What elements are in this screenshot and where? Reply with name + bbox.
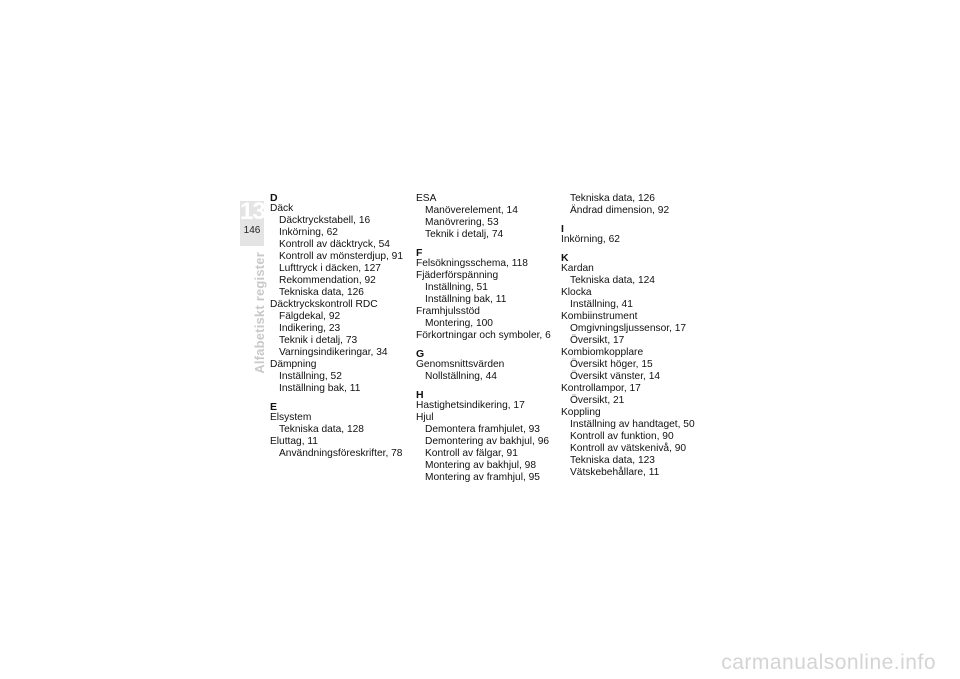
- index-subentry: Ändrad dimension, 92: [570, 205, 670, 216]
- index-subentry: Indikering, 23: [279, 323, 341, 334]
- chapter-number: 13: [240, 198, 265, 225]
- index-subentry: Teknik i detalj, 73: [279, 335, 358, 346]
- index-entry: Genomsnittsvärden: [416, 359, 505, 370]
- index-subentry: Teknik i detalj, 74: [425, 229, 504, 240]
- index-subentry: Tekniska data, 123: [570, 455, 655, 466]
- index-subentry: Vätskebehållare, 11: [570, 467, 660, 478]
- index-letter-heading: I: [561, 223, 564, 235]
- index-subentry: Inställning, 51: [425, 282, 488, 293]
- index-subentry: Tekniska data, 128: [279, 424, 364, 435]
- index-subentry: Nollställning, 44: [425, 371, 497, 382]
- index-subentry: Tekniska data, 126: [279, 287, 364, 298]
- index-subentry: Användningsföreskrifter, 78: [279, 448, 403, 459]
- index-entry: Hjul: [416, 412, 434, 423]
- index-entry: Däcktryckskontroll RDC: [270, 299, 378, 310]
- index-subentry: Varningsindikeringar, 34: [279, 347, 388, 358]
- index-entry: Felsökningsschema, 118: [416, 258, 528, 269]
- index-subentry: Inställning, 52: [279, 371, 342, 382]
- index-letter-group: [416, 390, 556, 484]
- index-entry: Inkörning, 62: [561, 234, 620, 245]
- index-subentry: Kontroll av fälgar, 91: [425, 448, 518, 459]
- index-entry: Hastighetsindikering, 17: [416, 400, 525, 411]
- index-entry: Framhjulsstöd: [416, 306, 480, 317]
- index-letter-heading: H: [416, 389, 424, 401]
- index-entry: Kontrollampor, 17: [561, 383, 641, 394]
- index-letter-group: [416, 193, 556, 241]
- index-subentry: Kontroll av däcktryck, 54: [279, 239, 390, 250]
- index-subentry: Översikt vänster, 14: [570, 371, 661, 382]
- index-subentry: Kontroll av vätskenivå, 90: [570, 443, 687, 454]
- index-entry: Kombiinstrument: [561, 311, 638, 322]
- index-letter-heading: K: [561, 252, 569, 264]
- watermark: carmanualsonline.info: [721, 651, 936, 674]
- index-subentry: Tekniska data, 126: [570, 193, 655, 204]
- page-number: 146: [243, 225, 261, 236]
- index-letter-group: [270, 193, 410, 395]
- index-subentry: Manövrering, 53: [425, 217, 499, 228]
- index-subentry: Rekommendation, 92: [279, 275, 376, 286]
- index-subentry: Inställning bak, 11: [425, 294, 507, 305]
- index-letter-group: [561, 193, 711, 217]
- index-subentry: Tekniska data, 124: [570, 275, 655, 286]
- index-letter-heading: G: [416, 348, 425, 360]
- index-subentry: Manöverelement, 14: [425, 205, 518, 216]
- index-subentry: Översikt höger, 15: [570, 359, 653, 370]
- index-subentry: Lufttryck i däcken, 127: [279, 263, 381, 274]
- index-subentry: Omgivningsljussensor, 17: [570, 323, 687, 334]
- index-subentry: Översikt, 21: [570, 395, 625, 406]
- index-subentry: Kontroll av funktion, 90: [570, 431, 674, 442]
- index-column-3: [561, 193, 711, 486]
- index-subentry: Inkörning, 62: [279, 227, 338, 238]
- index-subentry: Inställning av handtaget, 50: [570, 419, 695, 430]
- index-subentry: Fälgdekal, 92: [279, 311, 341, 322]
- index-letter-group: [416, 248, 556, 342]
- index-entry: Dämpning: [270, 359, 317, 370]
- index-letter-group: [561, 224, 711, 246]
- index-subentry: Kontroll av mönsterdjup, 91: [279, 251, 404, 262]
- index-entry: Förkortningar och symboler, 6: [416, 330, 551, 341]
- index-letter-group: [270, 402, 410, 460]
- index-entry: ESA: [416, 193, 437, 204]
- index-letter-heading: F: [416, 247, 423, 259]
- section-title: Alfabetiskt register: [252, 252, 267, 374]
- index-subentry: Inställning bak, 11: [279, 383, 361, 394]
- index-entry: Koppling: [561, 407, 601, 418]
- index-letter-group: [416, 349, 556, 383]
- index-entry: Kombiomkopplare: [561, 347, 644, 358]
- index-entry: Däck: [270, 203, 294, 214]
- index-entry: Fjäderförspänning: [416, 270, 499, 281]
- chapter-tab: [240, 198, 265, 246]
- index-column-2: [416, 193, 556, 491]
- index-column-1: [270, 193, 410, 467]
- index-subentry: Montering, 100: [425, 318, 493, 329]
- index-entry: Klocka: [561, 287, 592, 298]
- index-entry: Elsystem: [270, 412, 312, 423]
- index-entry: Kardan: [561, 263, 594, 274]
- index-subentry: Översikt, 17: [570, 335, 625, 346]
- index-subentry: Inställning, 41: [570, 299, 633, 310]
- index-letter-heading: D: [270, 192, 278, 204]
- index-subentry: Demontera framhjulet, 93: [425, 424, 540, 435]
- index-letter-group: [561, 253, 711, 479]
- index-subentry: Demontering av bakhjul, 96: [425, 436, 550, 447]
- index-subentry: Montering av bakhjul, 98: [425, 460, 536, 471]
- index-entry: Eluttag, 11: [270, 436, 318, 447]
- index-subentry: Montering av framhjul, 95: [425, 472, 540, 483]
- index-letter-heading: E: [270, 401, 278, 413]
- index-subentry: Däcktryckstabell, 16: [279, 215, 371, 226]
